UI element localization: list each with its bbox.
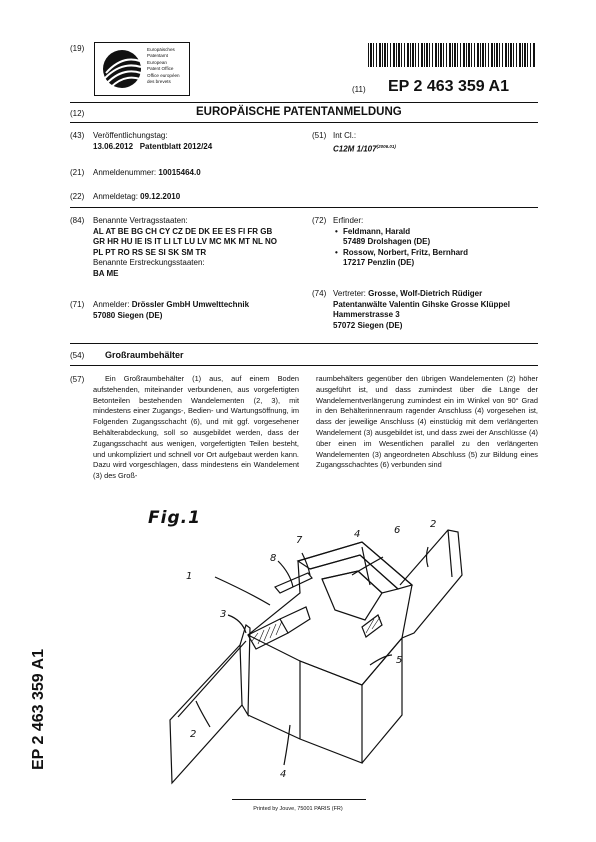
office-line: Patent Office [147,66,174,72]
ref-number: 3 [220,609,227,620]
ref-number: 8 [270,553,277,564]
value-application-number: 10015464.0 [158,168,201,177]
designated-states-line: PL PT RO RS SE SI SK SM TR [93,247,207,257]
epo-logo-icon [94,42,190,96]
label-extension-states: Benannte Erstreckungsstaaten: [93,258,205,267]
code-54: (54) [70,351,85,360]
value-representative: Grosse, Wolf-Dietrich Rüdiger [368,289,483,298]
ref-number: 4 [354,529,361,540]
value-filing-date: 09.12.2010 [140,192,181,201]
label-designated-states: Benannte Vertragsstaaten: [93,216,188,225]
divider [70,102,538,103]
ref-number: 6 [394,525,401,536]
footer-divider [232,799,366,800]
code-51: (51) [312,131,327,140]
value-applicant: Drössler GmbH Umwelttechnik [131,300,250,309]
value-applicant-address: 57080 Siegen (DE) [93,310,163,320]
inventor-name: • Feldmann, Harald [333,227,543,238]
divider [70,122,538,123]
inventor-address: 57489 Drolshagen (DE) [343,237,431,246]
ref-number: 1 [186,571,193,582]
office-line: Patentamt [147,53,168,59]
office-line: European [147,59,167,65]
document-title: EUROPÄISCHE PATENTANMELDUNG [196,106,402,118]
code-57: (57) [70,375,85,384]
side-publication-number: EP 2 463 359 A1 [30,649,47,770]
divider [70,343,538,344]
label-application-number: Anmeldenummer: [93,168,157,177]
divider [70,207,538,208]
code-72: (72) [312,216,327,225]
publication-number: EP 2 463 359 A1 [388,78,509,95]
code-19: (19) [70,44,85,53]
label-filing-date: Anmeldetag: [93,192,138,201]
barcode-icon [368,43,536,67]
ref-number: 2 [190,729,197,740]
label-int-cl: Int Cl.: [333,131,357,140]
code-71: (71) [70,300,85,309]
value-extension-states: BA ME [93,268,119,278]
value-representative-street: Hammerstrasse 3 [333,310,400,319]
label-applicant: Anmelder: [93,300,130,309]
figure-label: Fig.1 [148,508,201,528]
code-22: (22) [70,192,85,201]
abstract-column-1: Ein Großraumbehälter (1) aus, auf einem Boden aufstehenden, miteinander verbundenen, aus vorgefertigten Betonteilen bestehenden Wandelementen (2, 3), mit mindestens einer Zugangs-, Bedien- und Wartungsöffnung, im Folgenden Zugangsschacht (6), und mit ggf. vorgesehener Behälterabdeckung, soll so ausgebildet werden, dass der Zugangsschacht aus wenigen, vorgefertigten Teilen besteht, und unkompliziert und schnell vor Ort aufgebaut werden kann. Dazu wird vorgeschlagen, dass mindestens ein Wandelement (3) des Groß- [93,374,299,481]
designated-states-line: GR HR HU IE IS IT LI LT LU LV MC MK MT NL NO [93,237,277,246]
invention-title: Großraumbehälter [105,350,184,360]
code-74: (74) [312,289,327,298]
label-inventors: Erfinder: [333,216,364,225]
inventor-address: 17217 Penzlin (DE) [343,258,415,267]
ref-number: 7 [296,535,303,546]
office-line: Office européen [147,72,180,78]
abstract-column-2: raumbehälters gegenüber den übrigen Wandelementen (2) höher ausgeführt ist, und dass zumindest über die Länge der Wandelementverlängerung zumindest ein im Winkel von 90° Grad in den Behälterinnenraum ragender Anschluss (4) vorgesehen ist, dass der jeweilige Anschluss (4) einstückig mit dem verlängerten Wandelement (3) ausgebildet ist, und dass zwei der Anschlüsse (4) über einen im Wesentlichen parallel zu den verlängerten Wandelementen (3) angeordneten Abschluss (5) zur Bildung eines Zugangsschachtes (6) verbunden sind [316,374,538,470]
value-int-cl-version: (2006.01) [376,144,396,149]
inventor-name: • Rossow, Norbert, Fritz, Bernhard [333,248,543,259]
divider [70,365,538,366]
ref-number: 4 [280,769,287,780]
code-84: (84) [70,216,85,225]
printer-footer: Printed by Jouve, 75001 PARIS (FR) [253,806,343,812]
code-21: (21) [70,168,85,177]
value-publication-date: 13.06.2012 Patentblatt 2012/24 [93,142,213,151]
office-line: des brevets [147,79,171,85]
label-publication-date: Veröffentlichungstag: [93,131,168,140]
designated-states-line: AL AT BE BG CH CY CZ DE DK EE ES FI FR GB [93,226,273,236]
ref-number: 5 [396,655,403,666]
code-12: (12) [70,109,85,118]
office-line: Europäisches [147,47,175,52]
value-representative-city: 57072 Siegen (DE) [333,320,403,330]
code-43: (43) [70,131,85,140]
value-representative-firm: Patentanwälte Valentin Gihske Grosse Klüppel [333,299,510,309]
label-representative: Vertreter: [333,289,366,298]
patent-figure-drawing [130,515,480,815]
code-11: (11) [352,85,366,94]
value-int-cl: C12M 1/107 [333,144,377,154]
ref-number: 2 [430,519,437,530]
